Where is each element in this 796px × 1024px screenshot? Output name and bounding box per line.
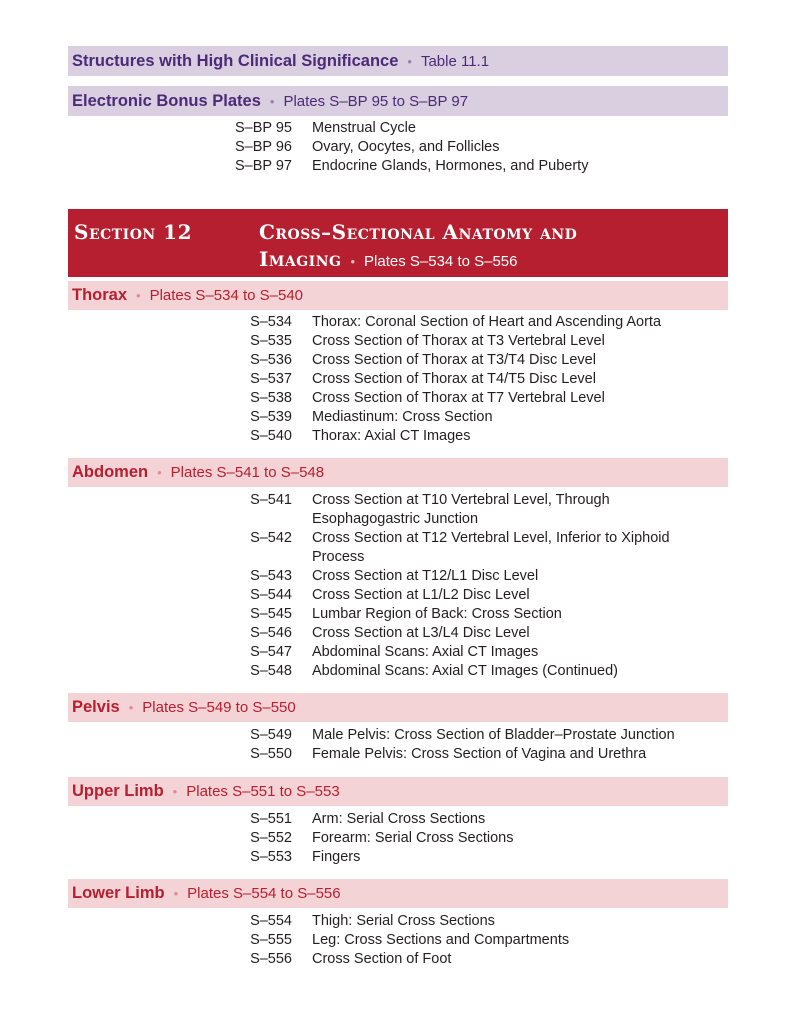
group-plates-range: Plates S–551 to S–553 bbox=[186, 783, 340, 800]
list-item[interactable] bbox=[0, 529, 796, 567]
plate-title: Menstrual Cycle bbox=[312, 120, 416, 136]
plate-code: S–535 bbox=[250, 333, 292, 349]
list-item[interactable] bbox=[0, 567, 796, 586]
group-plates-range: Plates S–534 to S–540 bbox=[149, 287, 304, 304]
list-item[interactable] bbox=[0, 829, 796, 848]
plate-title: Fingers bbox=[312, 849, 361, 865]
list-item[interactable] bbox=[0, 745, 796, 764]
group-plates-range: Plates S–549 to S–550 bbox=[142, 699, 296, 716]
plate-code: S–541 bbox=[250, 492, 292, 508]
list-item[interactable] bbox=[0, 586, 796, 605]
plate-title: Male Pelvis: Cross Section of Bladder–Prostate Junction bbox=[312, 727, 675, 743]
section-title-line1: Cross–Sectional Anatomy and bbox=[259, 220, 578, 244]
group-header-lower-limb[interactable] bbox=[68, 879, 728, 908]
section-plates-range: Plates S–534 to S–556 bbox=[364, 253, 518, 270]
plate-title: Cross Section of Thorax at T3/T4 Disc Level bbox=[312, 352, 596, 368]
plate-title: Abdominal Scans: Axial CT Images (Continued) bbox=[312, 663, 618, 679]
abdomen-plate-list bbox=[0, 491, 796, 681]
list-item[interactable] bbox=[0, 491, 796, 529]
plate-code: S–539 bbox=[250, 409, 292, 425]
group-title: Pelvis bbox=[72, 698, 120, 716]
plate-title: Mediastinum: Cross Section bbox=[312, 409, 493, 425]
plate-title: Cross Section at T12 Vertebral Level, Inferior to Xiphoid bbox=[312, 530, 670, 546]
plate-code: S–543 bbox=[250, 568, 292, 584]
bullet-separator: • bbox=[269, 93, 275, 109]
bullet-separator: • bbox=[173, 886, 179, 901]
plate-code: S–546 bbox=[250, 625, 292, 641]
structures-table-ref[interactable]: Table 11.1 bbox=[420, 52, 490, 70]
plate-code: S–BP 95 bbox=[235, 120, 292, 136]
list-item[interactable] bbox=[0, 313, 796, 332]
list-item[interactable] bbox=[0, 931, 796, 950]
group-header-thorax[interactable] bbox=[68, 281, 728, 310]
list-item[interactable] bbox=[0, 848, 796, 867]
plate-code: S–537 bbox=[250, 371, 292, 387]
section-banner[interactable] bbox=[68, 209, 728, 277]
plate-title: Thorax: Axial CT Images bbox=[312, 428, 471, 444]
group-plates-range: Plates S–541 to S–548 bbox=[170, 464, 325, 481]
plate-title: Cross Section of Thorax at T3 Vertebral Level bbox=[312, 333, 605, 349]
section-title-line2: Imaging bbox=[259, 247, 342, 271]
plate-code: S–551 bbox=[250, 811, 292, 827]
list-item[interactable] bbox=[0, 662, 796, 681]
list-item[interactable] bbox=[0, 157, 796, 176]
group-title: Upper Limb bbox=[72, 782, 164, 800]
list-item[interactable] bbox=[0, 950, 796, 969]
plate-title: Cross Section at T10 Vertebral Level, Through bbox=[312, 492, 610, 508]
plate-title-continued: Process bbox=[312, 549, 365, 565]
group-header-upper-limb[interactable] bbox=[68, 777, 728, 806]
plate-code: S–538 bbox=[250, 390, 292, 406]
plate-title: Cross Section of Thorax at T4/T5 Disc Level bbox=[312, 371, 596, 387]
plate-title: Thigh: Serial Cross Sections bbox=[312, 913, 495, 929]
plate-code: S–552 bbox=[250, 830, 292, 846]
section-title-line2-wrap bbox=[259, 247, 518, 271]
bullet-separator: • bbox=[157, 465, 162, 480]
plate-title: Cross Section of Thorax at T7 Vertebral Level bbox=[312, 390, 605, 406]
plate-code: S–547 bbox=[250, 644, 292, 660]
bullet-separator: • bbox=[350, 254, 356, 269]
group-title: Thorax bbox=[72, 286, 128, 304]
list-item[interactable] bbox=[0, 726, 796, 745]
plate-code: S–544 bbox=[250, 587, 292, 603]
plate-title: Cross Section at L3/L4 Disc Level bbox=[312, 625, 530, 641]
structures-title: Structures with High Clinical Significance bbox=[72, 51, 399, 70]
plate-code: S–534 bbox=[250, 314, 292, 330]
plate-code: S–BP 96 bbox=[235, 139, 292, 155]
plate-code: S–555 bbox=[250, 932, 292, 948]
group-header-abdomen[interactable] bbox=[68, 458, 728, 487]
list-item[interactable] bbox=[0, 912, 796, 931]
plate-code: S–536 bbox=[250, 352, 292, 368]
pelvis-plate-list bbox=[0, 726, 796, 764]
bullet-separator: • bbox=[128, 700, 134, 715]
plate-code: S–556 bbox=[250, 951, 292, 967]
list-item[interactable] bbox=[0, 605, 796, 624]
group-title: Abdomen bbox=[72, 463, 149, 481]
bonus-plates-title: Electronic Bonus Plates bbox=[72, 91, 261, 110]
plate-code: S–540 bbox=[250, 428, 292, 444]
bonus-plates-header[interactable] bbox=[68, 86, 728, 116]
plate-code: S–BP 97 bbox=[235, 158, 292, 174]
plate-title: Thorax: Coronal Section of Heart and Ascending Aorta bbox=[312, 314, 662, 330]
plate-code: S–553 bbox=[250, 849, 292, 865]
list-item[interactable] bbox=[0, 370, 796, 389]
list-item[interactable] bbox=[0, 427, 796, 446]
list-item[interactable] bbox=[0, 389, 796, 408]
plate-title: Female Pelvis: Cross Section of Vagina and Urethra bbox=[312, 746, 647, 762]
plate-code: S–542 bbox=[250, 530, 292, 546]
plate-code: S–548 bbox=[250, 663, 292, 679]
thorax-plate-list bbox=[0, 313, 796, 446]
plate-title: Endocrine Glands, Hormones, and Puberty bbox=[312, 158, 589, 174]
list-item[interactable] bbox=[0, 408, 796, 427]
plate-title: Arm: Serial Cross Sections bbox=[312, 811, 486, 827]
plate-title: Cross Section at T12/L1 Disc Level bbox=[312, 568, 539, 584]
group-title: Lower Limb bbox=[72, 884, 165, 902]
list-item[interactable] bbox=[0, 624, 796, 643]
structures-header[interactable] bbox=[68, 46, 728, 76]
plate-title: Cross Section at L1/L2 Disc Level bbox=[312, 587, 530, 603]
section-number: Section 12 bbox=[74, 220, 193, 244]
list-item[interactable] bbox=[0, 138, 796, 157]
list-item[interactable] bbox=[0, 332, 796, 351]
plate-title: Cross Section of Foot bbox=[312, 951, 452, 967]
list-item[interactable] bbox=[0, 643, 796, 662]
plate-title: Leg: Cross Sections and Compartments bbox=[312, 932, 570, 948]
plate-title: Ovary, Oocytes, and Follicles bbox=[312, 139, 500, 155]
bullet-separator: • bbox=[172, 784, 178, 799]
list-item[interactable] bbox=[0, 810, 796, 829]
lower-limb-plate-list bbox=[0, 912, 796, 969]
plate-code: S–550 bbox=[250, 746, 292, 762]
list-item[interactable] bbox=[0, 351, 796, 370]
group-header-pelvis[interactable] bbox=[68, 693, 728, 722]
group-plates-range: Plates S–554 to S–556 bbox=[187, 885, 341, 902]
list-item[interactable] bbox=[0, 119, 796, 138]
bonus-plates-range: Plates S–BP 95 to S–BP 97 bbox=[283, 92, 469, 110]
plate-title-continued: Esophagogastric Junction bbox=[312, 511, 479, 527]
upper-limb-plate-list bbox=[0, 810, 796, 867]
plate-code: S–545 bbox=[250, 606, 292, 622]
bonus-plates-list bbox=[0, 119, 796, 176]
bullet-separator: • bbox=[136, 288, 141, 303]
plate-title: Forearm: Serial Cross Sections bbox=[312, 830, 514, 846]
plate-code: S–554 bbox=[250, 913, 292, 929]
plate-code: S–549 bbox=[250, 727, 292, 743]
bullet-separator: • bbox=[407, 53, 412, 69]
plate-title: Lumbar Region of Back: Cross Section bbox=[312, 606, 562, 622]
plate-title: Abdominal Scans: Axial CT Images bbox=[312, 644, 539, 660]
